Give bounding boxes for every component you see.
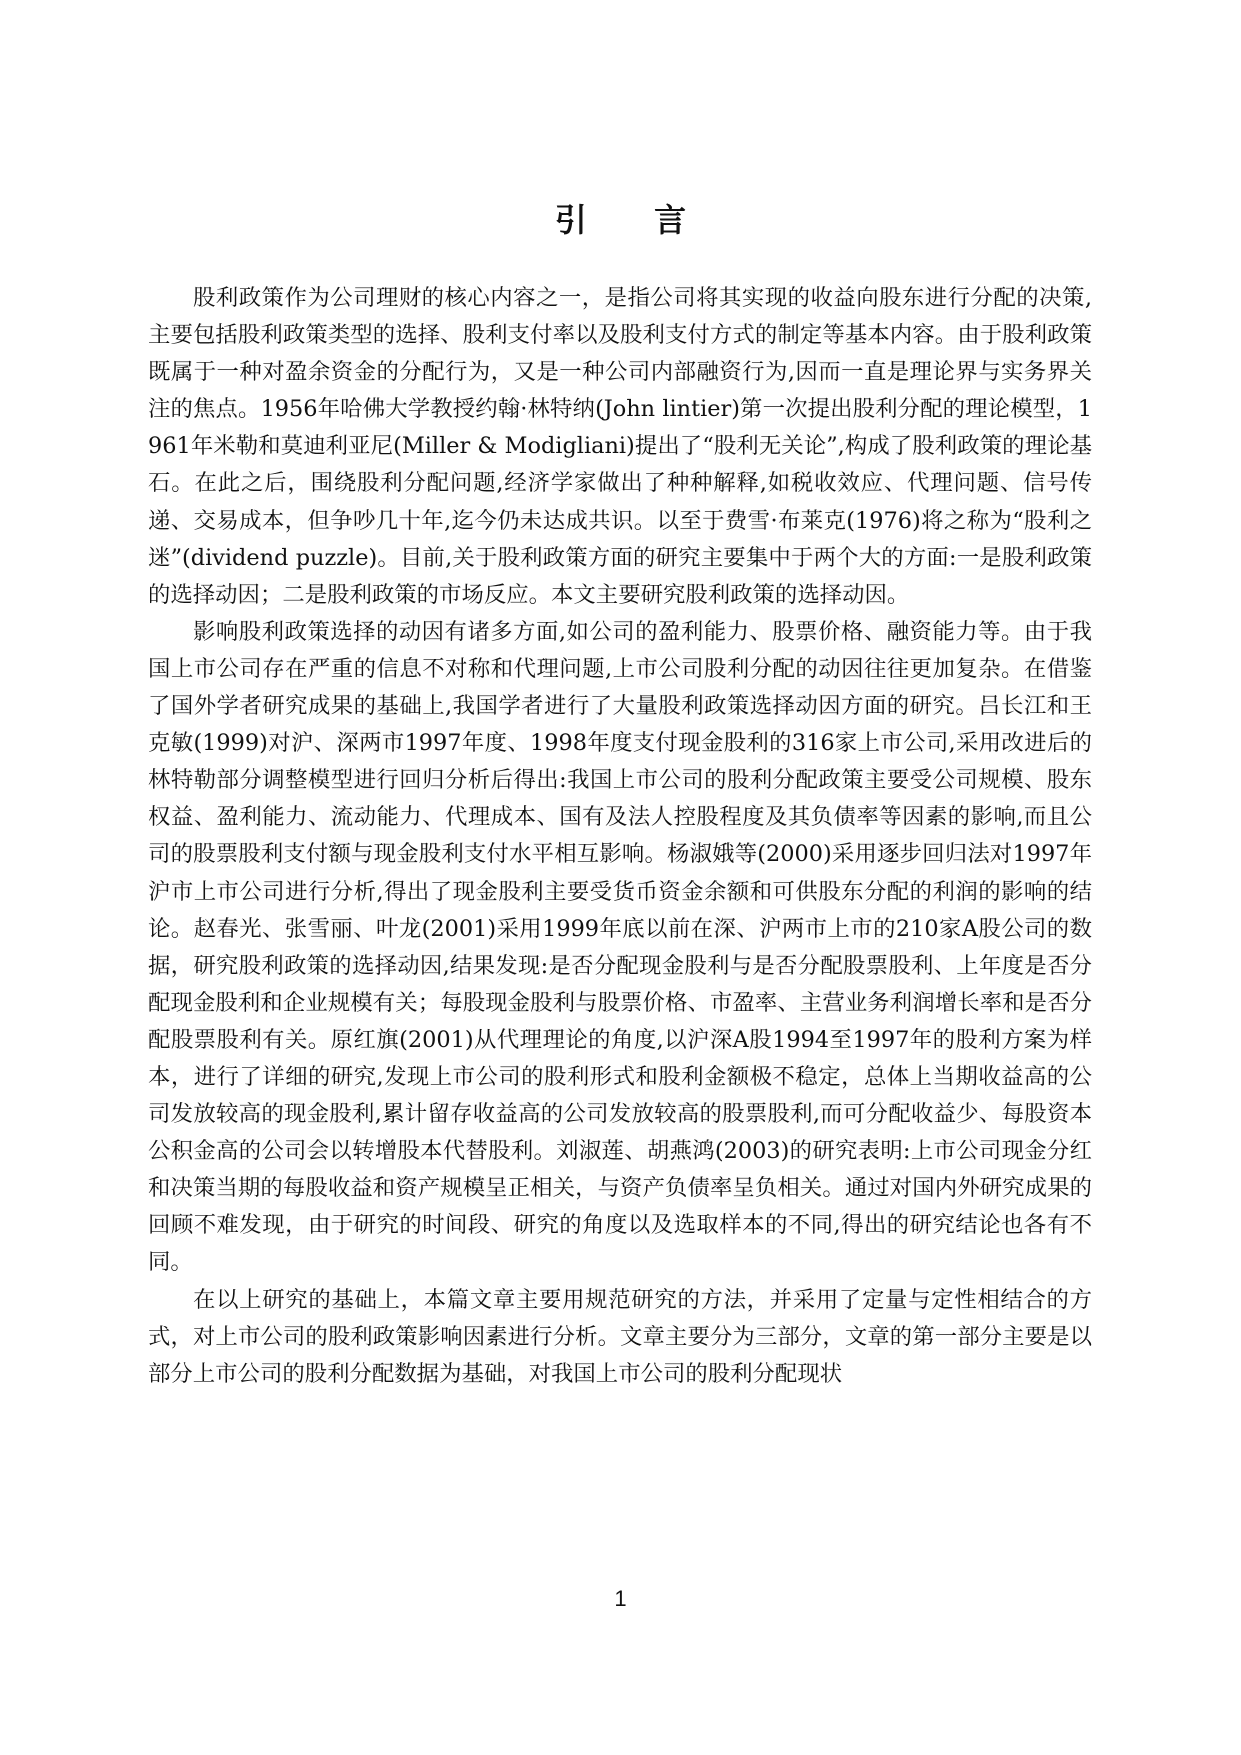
- paragraph-1: 股利政策作为公司理财的核心内容之一，是指公司将其实现的收益向股东进行分配的决策,主要包括股利政策类型的选择、股利支付率以及股利支付方式的制定等基本内容。由于股利政策既属于一种对盈余资金的分配行为，又是一种公司内部融资行为,因而一直是理论界与实务界关注的焦点。1956年哈佛大学教授约翰·林特纳(John lintier)第一次提出股利分配的理论模型，1961年米勒和莫迪利亚尼(Miller & Modigliani)提出了“股利无关论”,构成了股利政策的理论基石。在此之后，围绕股利分配问题,经济学家做出了种种解释,如税收效应、代理问题、信号传递、交易成本，但争吵几十年,迄今仍未达成共识。以至于费雪·布莱克(1976)将之称为“股利之迷”(dividend puzzle)。目前,关于股利政策方面的研究主要集中于两个大的方面:一是股利政策的选择动因；二是股利政策的市场反应。本文主要研究股利政策的选择动因。: [148, 285, 1092, 608]
- body-text: [148, 280, 1092, 1393]
- paragraph-2: 影响股利政策选择的动因有诸多方面,如公司的盈利能力、股票价格、融资能力等。由于我国上市公司存在严重的信息不对称和代理问题,上市公司股利分配的动因往往更加复杂。在借鉴了国外学者研究成果的基础上,我国学者进行了大量股利政策选择动因方面的研究。吕长江和王克敏(1999)对沪、深两市1997年度、1998年度支付现金股利的316家上市公司,采用改进后的林特勒部分调整模型进行回归分析后得出:我国上市公司的股利分配政策主要受公司规模、股东权益、盈利能力、流动能力、代理成本、国有及法人控股程度及其负债率等因素的影响,而且公司的股票股利支付额与现金股利支付水平相互影响。杨淑娥等(2000)采用逐步回归法对1997年沪市上市公司进行分析,得出了现金股利主要受货币资金余额和可供股东分配的利润的影响的结论。赵春光、张雪丽、叶龙(2001)采用1999年底以前在深、沪两市上市的210家A股公司的数据，研究股利政策的选择动因,结果发现:是否分配现金股利与是否分配股票股利、上年度是否分配现金股利和企业规模有关；每股现金股利与股票价格、市盈率、主营业务利润增长率和是否分配股票股利有关。原红旗(2001)从代理理论的角度,以沪深A股1994至1997年的股利方案为样本，进行了详细的研究,发现上市公司的股利形式和股利金额极不稳定，总体上当期收益高的公司发放较高的现金股利,累计留存收益高的公司发放较高的股票股利,而可分配收益少、每股资本公积金高的公司会以转增股本代替股利。刘淑莲、胡燕鸿(2003)的研究表明:上市公司现金分红和决策当期的每股收益和资产规模呈正相关，与资产负债率呈负相关。通过对国内外研究成果的回顾不难发现，由于研究的时间段、研究的角度以及选取样本的不同,得出的研究结论也各有不同。: [148, 618, 1092, 1276]
- page-title: 引 言: [554, 201, 715, 239]
- page-number: 1: [614, 1586, 627, 1611]
- paragraph-3: 在以上研究的基础上，本篇文章主要用规范研究的方法，并采用了定量与定性相结合的方式，对上市公司的股利政策影响因素进行分析。文章主要分为三部分，文章的第一部分主要是以部分上市公司的股利分配数据为基础，对我国上市公司的股利分配现状: [148, 1286, 1092, 1387]
